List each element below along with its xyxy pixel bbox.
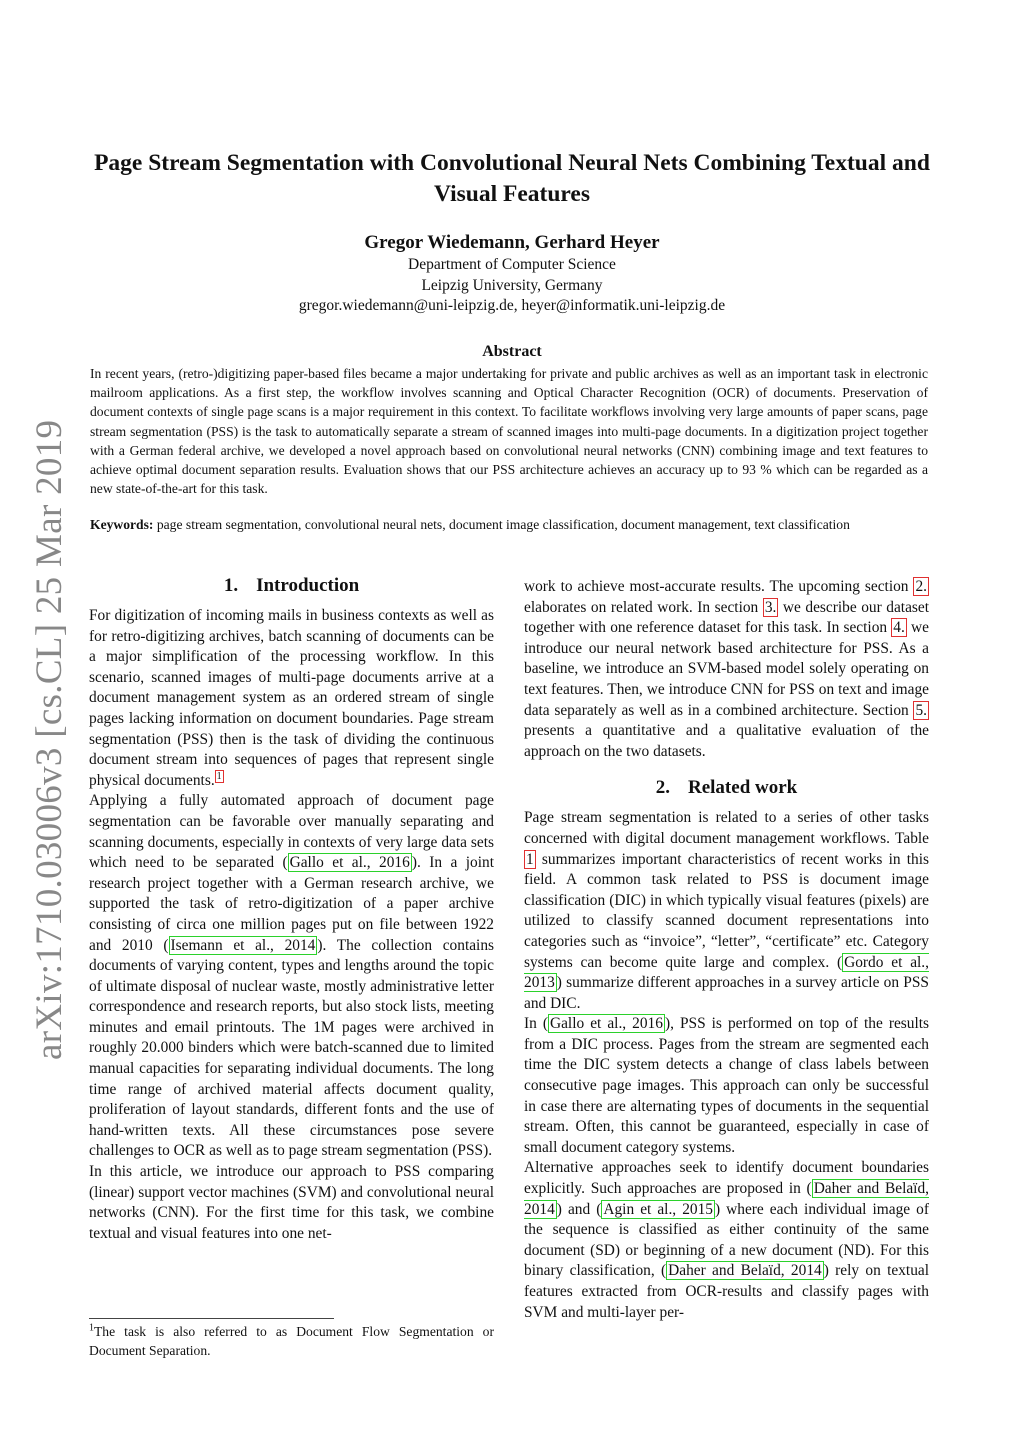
intro-paragraph-2 [89, 791, 494, 1162]
author-block [80, 231, 944, 317]
section-heading-introduction [89, 574, 494, 598]
paper-title: Page Stream Segmentation with Convolutional Neural Nets Combining Textual and Visual Features [94, 150, 930, 207]
text-run: ) rely on textual features extracted from OCR-results and classify pages with SVM and multi-layer per- [524, 1262, 929, 1321]
citation-link[interactable]: Daher and Belaïd, 2014 [668, 1262, 822, 1280]
text-run: ) summarize different approaches in a survey article on PSS and DIC. [524, 974, 929, 1012]
author-emails: gregor.wiedemann@uni-leipzig.de, heyer@informatik.uni-leipzig.de [298, 297, 726, 314]
related-paragraph-3 [524, 1158, 929, 1323]
author-names: Gregor Wiedemann, Gerhard Heyer [364, 232, 660, 253]
footnote-link[interactable]: 1 [216, 770, 222, 782]
citation-link[interactable]: Isemann et al., 2014 [170, 936, 316, 954]
citation-link[interactable]: Gordo et al., 2013 [524, 953, 929, 992]
left-column [89, 574, 494, 1244]
section-link[interactable]: 5. [915, 701, 927, 719]
text-run: ), PSS is performed on top of the results from a DIC process. Pages from the stream are segmented each time the DIC system detects a change of class labels between consecutive page images. This approach can only be successful in case there are alternating types of documents in the sequential stream. Often, this cannot be guaranteed, especially in case of small document category systems. [524, 1015, 930, 1156]
text-run: summarizes important characteristics of recent works in this field. A common task related to PSS is document image classification (DIC) in which typically visual features (pixels) are utilized to classify scanned document representations into categories such as “invoice”, “letter”, “certificate” etc. Category systems can become quite large and complex. ( [524, 850, 929, 971]
related-paragraph-1 [524, 808, 929, 1014]
right-column [524, 577, 929, 1323]
abstract-heading: Abstract [482, 343, 542, 360]
section-heading-related-work [524, 776, 929, 800]
section-number: 1. [223, 575, 239, 596]
citation-link[interactable]: Gallo et al., 2016 [289, 854, 410, 872]
text-run: ). The collection contains documents of varying content, types and lengths around the topic of ultimate disposal of nuclear waste, mostly administrative letter correspondence and research reports, but also stock lists, meeting minutes and email printouts. The 1M pages were archived in roughly 20.000 binders which were batch-scanned due to limited manual capacities for separating individual documents. The long time range of archived material affects document quality, proliferation of layout standards, different fonts and the use of hand-written texts. All these circumstances pose severe challenges to OCR as well as to page stream segmentation (PSS). [89, 936, 495, 1160]
keywords [90, 515, 928, 534]
citation-link[interactable]: Agin et al., 2015 [603, 1200, 713, 1218]
text-run: we describe our dataset together with one reference dataset for this task. In section [524, 598, 930, 637]
intro-paragraph-4 [524, 577, 929, 762]
intro-paragraph-1 [89, 606, 494, 791]
text-run: elaborates on related work. In section [524, 598, 763, 616]
section-link[interactable]: 2. [915, 578, 927, 595]
text-run: In ( [524, 1015, 548, 1033]
footnote-text: The task is also referred to as Document Flow Segmentation or Document Separation. [89, 1324, 494, 1358]
section-title: Introduction [256, 575, 360, 596]
text-run: Alternative approaches seek to identify document boundaries explicitly. Such approaches are proposed in ( [524, 1159, 929, 1198]
text-run: work to achieve most-accurate results. The upcoming section [524, 578, 914, 595]
text-run: ) where each individual image of the sequence is classified as either continuity of the same document (SD) or beginning of a new document (ND). For this binary classification, ( [524, 1200, 929, 1280]
section-link[interactable]: 3. [764, 598, 777, 616]
abstract-text: In recent years, (retro-)digitizing paper-based files became a major undertaking for private and public archives as well as an important task in electronic mailroom applications. As a first step, the workflow involves scanning and Optical Character Recognition (OCR) of documents. Preservation of document contexts of single page scans is a major requirement in this context. To facilitate workflows involving very large amounts of paper scans, page stream segmentation (PSS) is the task to automatically separate a stream of scanned images into multi-page documents. In a digitization project together with a German federal archive, we developed a novel approach based on convolutional neural networks (CNN) combining image and text features to achieve optimal document separation results. Evaluation shows that our PSS architecture achieves an accuracy up to 93 % which can be regarded as a new state-of-the-art for this task. [90, 366, 928, 497]
section-title: Related work [688, 777, 798, 799]
text-run: For digitization of incoming mails in business contexts as well as for retro-digitizing archives, batch scanning of documents can be a major simplification of the processing workflow. In this scenario, scanned images of multi-page documents arrive at a document management system as an ordered stream of single pages lacking information on document boundaries. Page stream segmentation (PSS) then is the task of dividing the continuous document stream into sequences of pages that represent single physical documents. [89, 607, 494, 789]
arxiv-stamp: arXiv:1710.03006v3 [cs.CL] 25 Mar 2019 [29, 419, 70, 1060]
table-link[interactable]: 1 [526, 850, 534, 868]
author-university: Leipzig University, Germany [421, 276, 603, 294]
text-run: Applying a fully automated approach of document page segmentation can be favorable over manually separating and scanning documents, especially in contexts of very large data sets which need to be separated ( [89, 792, 494, 872]
text-run: ). In a joint research project together with a German research archive, we supported the task of retro-digitization of a paper archive consisting of circa one million pages put on file between 1922 and 2010 ( [89, 854, 494, 954]
author-department: Department of Computer Science [408, 256, 616, 273]
keywords-label: Keywords: [90, 517, 154, 532]
text-run: we introduce our neural network based architecture for PSS. As a baseline, we introduce an SVM-based model solely operating on text features. Then, we introduce CNN for PSS on text and image data separately as well as in a combined architecture. Section [524, 619, 929, 719]
footnote-divider [89, 1318, 334, 1319]
text-run: ) and ( [556, 1200, 602, 1218]
section-link[interactable]: 4. [893, 619, 905, 637]
citation-link[interactable]: Gallo et al., 2016 [549, 1015, 663, 1033]
citation-link[interactable]: Daher and Belaïd, 2014 [524, 1180, 929, 1218]
keywords-text: page stream segmentation, convolutional neural nets, document image classification, document management, text classification [156, 517, 850, 532]
footnote-mark: 1 [89, 1322, 94, 1334]
related-paragraph-2 [524, 1014, 929, 1158]
text-run: Page stream segmentation is related to a series of other tasks concerned with digital document management workflows. Table [524, 809, 929, 847]
footnote [89, 1322, 494, 1360]
intro-paragraph-3: In this article, we introduce our approach to PSS comparing (linear) support vector machines (SVM) and convolutional neural networks (CNN). For the first time for this task, we combine textual and visual features into one net- [89, 1163, 494, 1242]
section-number: 2. [655, 777, 670, 799]
text-run: presents a quantitative and a qualitative evaluation of the approach on the two datasets. [524, 722, 929, 760]
